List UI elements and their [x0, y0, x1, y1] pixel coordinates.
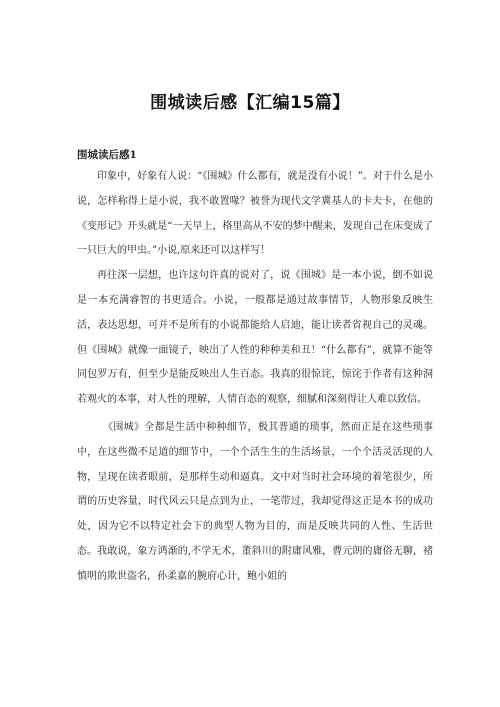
section-heading: 围城读后感1: [77, 149, 137, 161]
paragraph-2: 再往深一层想，也许这句许真的说对了，说《围城》是一本小说，倒不如说是一本充满睿智的书更适合。小说，一般都是通过故事情节，人物形象反映生活，表达思想，可并不是所有的小说都能给人启迪，能让读者省视自己的灵魂。但《围城》就像一面镜子，映出了人性的种种美和丑！“什么都有”，就算不能等同包罗万有，但至少是能反映出人生百态。我真的很惊诧，惊诧于作者有这种洞若观火的本事，对人性的理解，人情百态的观察，细腻和深刻得让人难以致信。: [77, 270, 433, 406]
paragraph-1: 印象中，好象有人说：“《围城》什么都有，就是没有小说！”。对于什么是小说，怎样称得上是小说，我不敢置喙？被誉为现代文学冀基人的卡夫卡，在他的《变形记》开头就是“一天早上，格里高从不安的梦中醒来，发现自己在床变成了一只巨大的甲虫。”小说,原来还可以这样写！: [77, 171, 433, 257]
document-body: [77, 165, 433, 590]
document-title: 围城读后感【汇编15篇】: [150, 93, 350, 113]
paragraph-3: 《围城》全都是生活中种种细节，极其普通的琐事，然而正是在这些琐事中，在这些微不足道的细节中，一个个活生生的生活场景，一个个活灵活现的人物，呈现在读者眼前，是那样生动和逼真。文中对当时社会环境的着笔很少，所谓的历史容量，时代风云只是点到为止，一笔带过，我却觉得这正是本书的成功处，因为它不以特定社会下的典型人物为目的，而是反映共同的人性、生活世态。我敢说，象方鸿渐的,不学无术，董斜川的附庸风雅，曹元朗的庸俗无聊，褚慎明的欺世盗名，孙柔嘉的腕府心计，鲍小姐的: [77, 421, 433, 582]
